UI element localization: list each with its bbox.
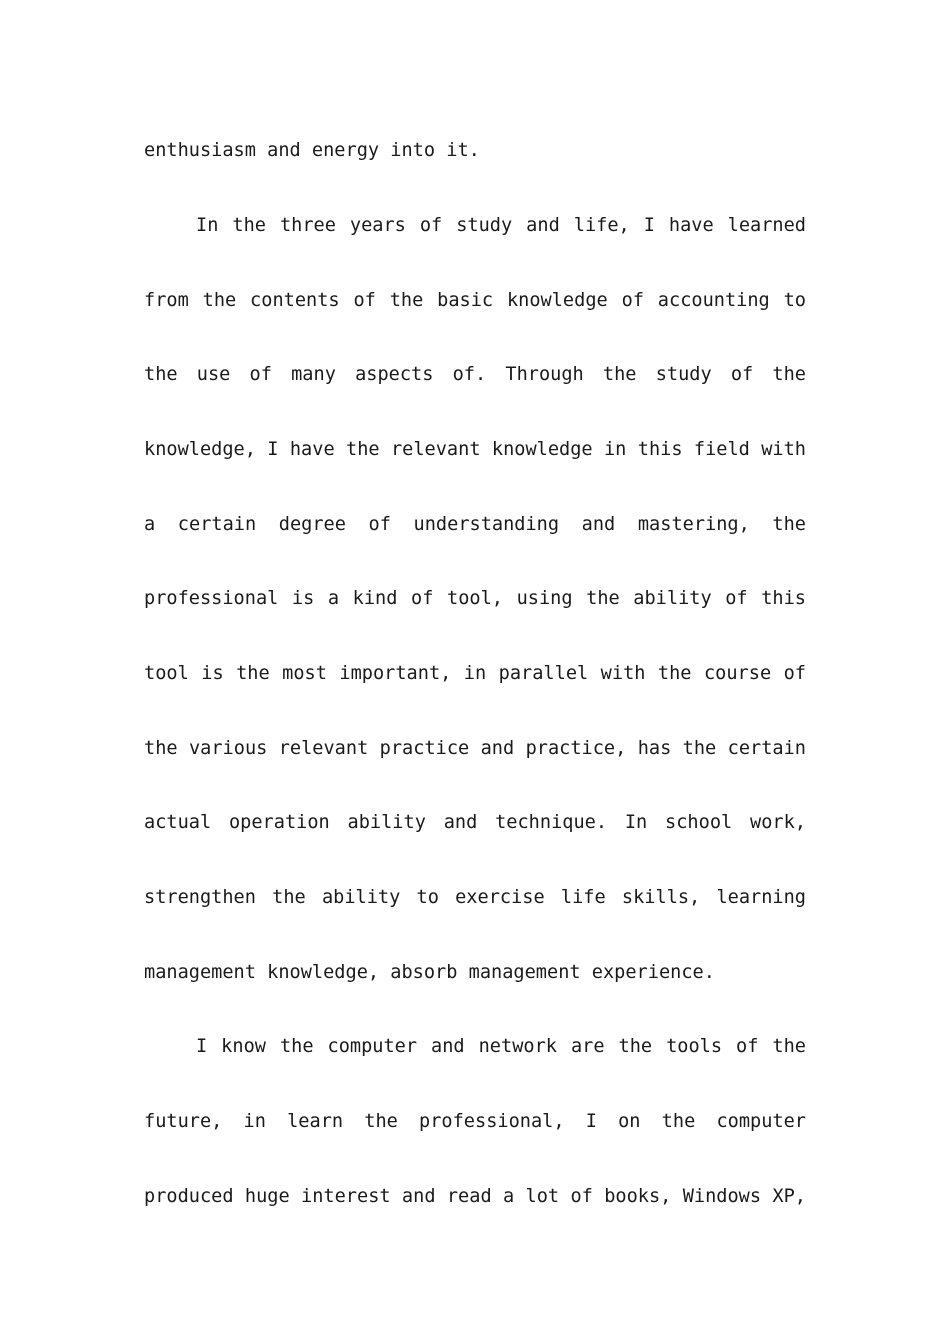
text-line: tool is the most important, in parallel with the course of xyxy=(144,663,806,684)
text-line: future, in learn the professional, I on the computer xyxy=(144,1111,806,1132)
paragraph-first-line: I know the computer and network are the tools of the xyxy=(196,1036,806,1057)
text-line: actual operation ability and technique. In school work, xyxy=(144,812,806,833)
text-line: enthusiasm and energy into it. xyxy=(144,140,480,161)
text-line: strengthen the ability to exercise life skills, learning xyxy=(144,887,806,908)
text-line: knowledge, I have the relevant knowledge in this field with xyxy=(144,439,806,460)
paragraph-first-line: In the three years of study and life, I have learned xyxy=(196,215,806,236)
text-line: a certain degree of understanding and mastering, the xyxy=(144,514,806,535)
text-line: the various relevant practice and practice, has the certain xyxy=(144,738,806,759)
text-line: management knowledge, absorb management experience. xyxy=(144,962,715,983)
text-line: from the contents of the basic knowledge of accounting to xyxy=(144,290,806,311)
text-line: produced huge interest and read a lot of books, Windows XP, xyxy=(144,1186,806,1207)
text-line: professional is a kind of tool, using the ability of this xyxy=(144,588,806,609)
text-line: the use of many aspects of. Through the study of the xyxy=(144,364,806,385)
